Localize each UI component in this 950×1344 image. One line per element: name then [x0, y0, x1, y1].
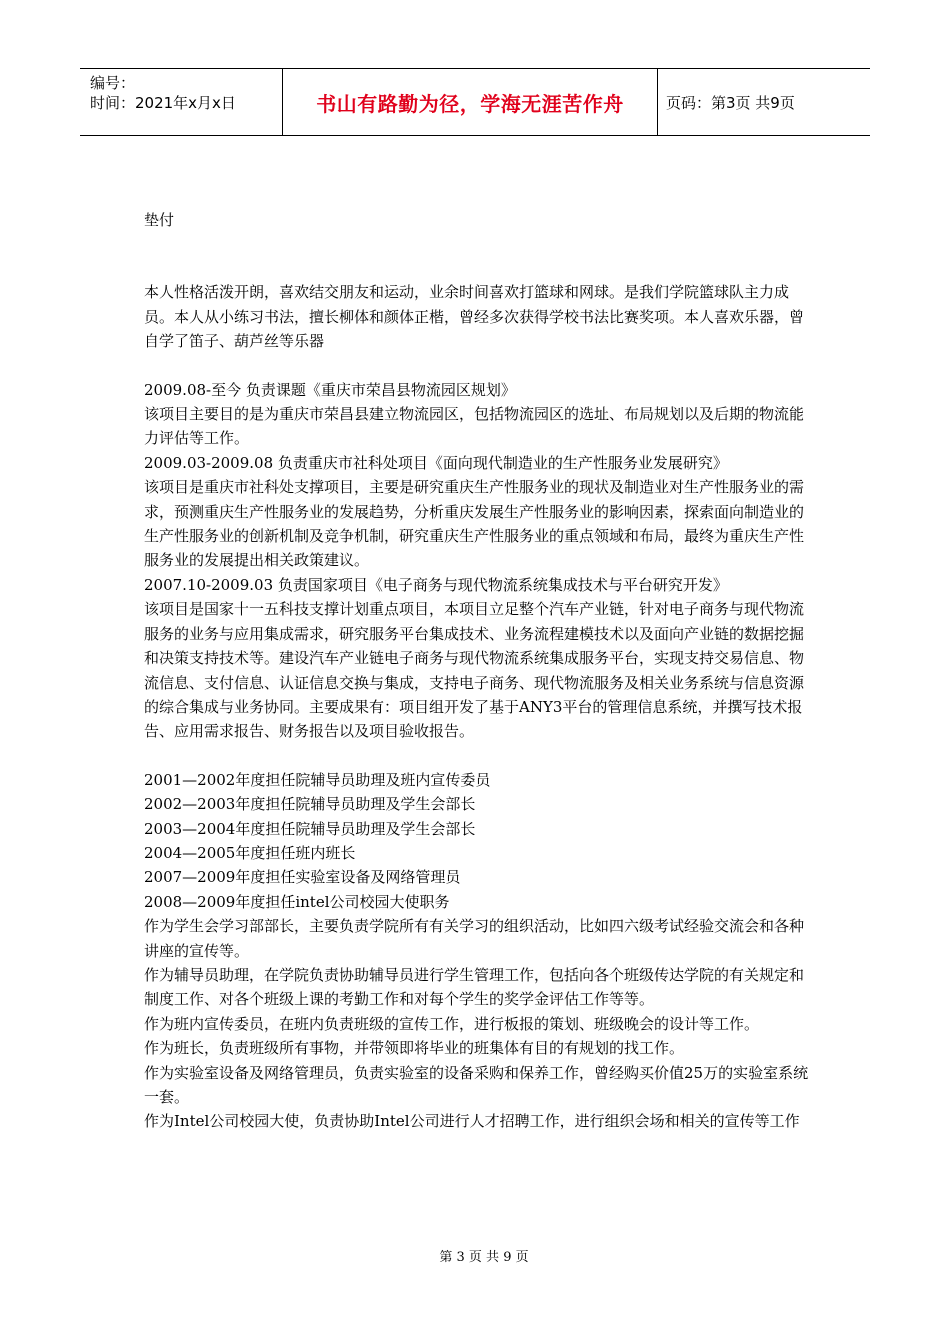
page-footer — [0, 1246, 950, 1265]
duty-paragraph: 作为辅导员助理，在学院负责协助辅导员进行学生管理工作，包括向各个班级传达学院的有关规定和制度工作、对各个班级上课的考勤工作和对每个学生的奖学金评估工作等等。 — [144, 965, 805, 1009]
role-line: 2007—2009年度担任实验室设备及网络管理员 — [144, 868, 461, 887]
project-1-description: 该项目主要目的是为重庆市荣昌县建立物流园区，包括物流园区的选址、布局规划以及后期的物流能力评估等工作。 — [144, 405, 805, 448]
personality-paragraph: 本人性格活泼开朗，喜欢结交朋友和运动，业余时间喜欢打篮球和网球。是我们学院篮球队主力成员。本人从小练习书法，擅长柳体和颜体正楷，曾经多次获得学校书法比赛奖项。本人喜欢乐器，曾自学了笛子、葫芦丝等乐器 — [144, 283, 805, 351]
role-line: 2008—2009年度担任intel公司校园大使职务 — [144, 892, 450, 911]
duty-paragraph: 作为班长，负责班级所有事物，并带领即将毕业的班集体有目的有规划的找工作。 — [144, 1039, 685, 1058]
page-header — [80, 68, 870, 136]
footer-page-number: 第 3 页 共 9 页 — [439, 1250, 529, 1265]
project-3-title: 2007.10-2009.03 负责国家项目《电子商务与现代物流系统集成技术与平台研究开发》 — [144, 575, 728, 594]
role-line: 2002—2003年度担任院辅导员助理及学生会部长 — [144, 795, 476, 814]
spacer — [144, 232, 810, 280]
number-label: 编号： — [90, 74, 136, 92]
duty-paragraph: 作为班内宣传委员，在班内负责班级的宣传工作，进行板报的策划、班级晚会的设计等工作。 — [144, 1014, 760, 1033]
header-motto-cell — [282, 69, 658, 135]
duty-paragraph: 作为学生会学习部部长，主要负责学院所有有关学习的组织活动，比如四六级考试经验交流会和各种讲座的宣传等。 — [144, 917, 805, 960]
time-label: 时间：2021年x月x日 — [90, 94, 236, 112]
duty-paragraph: 作为实验室设备及网络管理员，负责实验室的设备采购和保养工作，曾经购买价值25万的实验室系统一套。 — [144, 1063, 809, 1106]
role-line: 2001—2002年度担任院辅导员助理及班内宣传委员 — [144, 770, 491, 789]
project-1-title: 2009.08-至今 负责课题《重庆市荣昌县物流园区规划》 — [144, 380, 516, 399]
role-line: 2003—2004年度担任院辅导员助理及学生会部长 — [144, 819, 476, 838]
header-meta — [90, 73, 282, 113]
spacer — [144, 354, 810, 378]
section-title: 垫付 — [144, 211, 175, 229]
role-line: 2004—2005年度担任班内班长 — [144, 843, 356, 862]
motto-text: 书山有路勤为径，学海无涯苦作舟 — [316, 91, 624, 116]
page-label: 页码：第3页 共9页 — [666, 93, 795, 112]
project-2-description: 该项目是重庆市社科处支撑项目，主要是研究重庆生产性服务业的现状及制造业对生产性服务业的需求，预测重庆生产性服务业的发展趋势，分析重庆发展生产性服务业的影响因素，探索面向制造业的生产性服务业的创新机制及竞争机制，研究重庆生产性服务业的重点领域和布局，最终为重庆生产性服务业的发展提出相关政策建议。 — [144, 478, 805, 570]
header-page-cell — [666, 69, 795, 135]
duty-paragraph: 作为Intel公司校园大使，负责协助Intel公司进行人才招聘工作，进行组织会场和相关的宣传等工作 — [144, 1112, 800, 1131]
document-body — [144, 208, 810, 1134]
project-3-description: 该项目是国家十一五科技支撑计划重点项目，本项目立足整个汽车产业链，针对电子商务与现代物流服务的业务与应用集成需求，研究服务平台集成技术、业务流程建模技术以及面向产业链的数据挖掘和决策支持技术等。建设汽车产业链电子商务与现代物流系统集成服务平台，实现支持交易信息、物流信息、支付信息、认证信息交换与集成，支持电子商务、现代物流服务及相关业务系统与信息资源的综合集成与业务协同。主要成果有：项目组开发了基于ANY3平台的管理信息系统，并撰写技术报告、应用需求报告、财务报告以及项目验收报告。 — [144, 600, 805, 741]
project-2-title: 2009.03-2009.08 负责重庆市社科处项目《面向现代制造业的生产性服务业发展研究》 — [144, 453, 728, 472]
spacer — [144, 744, 810, 768]
